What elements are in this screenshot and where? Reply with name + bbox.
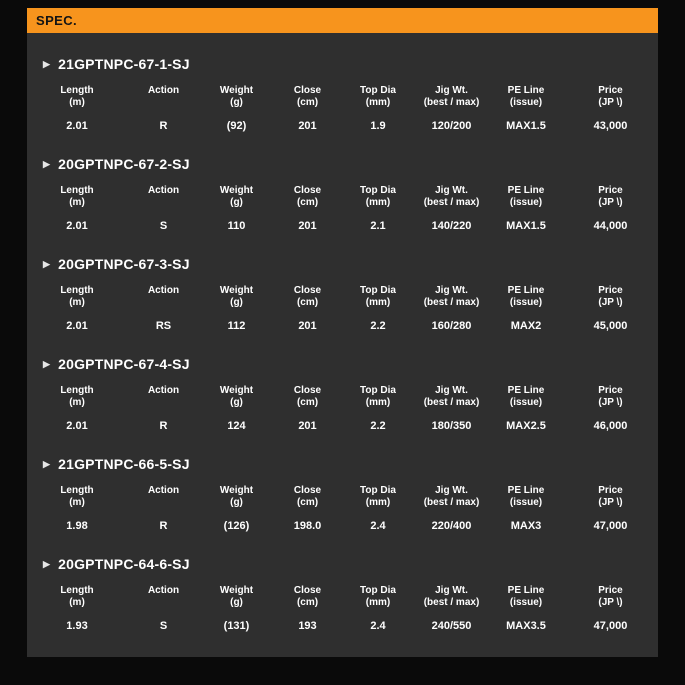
- spec-value: 220/400: [431, 520, 472, 532]
- triangle-right-icon: ▶: [43, 58, 51, 69]
- column-header-line1: Action: [147, 185, 180, 196]
- column-header: [273, 285, 342, 309]
- spec-value: 46,000: [593, 420, 628, 432]
- triangle-right-icon: ▶: [43, 558, 51, 569]
- column-header-line2: (best / max): [423, 297, 480, 308]
- column-header-line1: Jig Wt.: [435, 385, 468, 396]
- spec-value: (92): [226, 120, 247, 132]
- column-header-line2: (cm): [296, 297, 319, 308]
- spec-value: (131): [223, 620, 250, 632]
- column-header-line2: (JP \): [598, 497, 623, 508]
- column-header: [27, 185, 127, 209]
- column-header-line1: PE Line: [507, 285, 545, 296]
- column-header-line2: (JP \): [598, 97, 623, 108]
- spec-value-row: [27, 320, 658, 332]
- column-header-line2: (JP \): [598, 197, 623, 208]
- column-header-line1: PE Line: [507, 185, 545, 196]
- column-header: [563, 285, 658, 309]
- column-header-line2: (mm): [365, 497, 391, 508]
- column-header-line1: Action: [147, 485, 180, 496]
- column-header: [273, 585, 342, 609]
- column-header-line1: Weight: [219, 585, 254, 596]
- column-header-row: [27, 285, 658, 309]
- spec-value: 45,000: [593, 320, 628, 332]
- column-header-row: [27, 485, 658, 509]
- column-header-line2: (best / max): [423, 497, 480, 508]
- column-header: [414, 85, 489, 109]
- spec-value: MAX1.5: [506, 220, 546, 232]
- spec-value-row: [27, 120, 658, 132]
- column-header-line2: (issue): [509, 197, 543, 208]
- column-header-line1: Top Dia: [360, 285, 396, 296]
- column-header-line1: Length: [60, 285, 94, 296]
- column-header-line1: Price: [598, 485, 623, 496]
- column-header-line2: (mm): [365, 197, 391, 208]
- column-header-line1: Weight: [219, 485, 254, 496]
- column-header: [489, 185, 563, 209]
- spec-panel: [27, 33, 658, 657]
- column-header-line2: (cm): [296, 597, 319, 608]
- column-header: [273, 85, 342, 109]
- model-name: 20GPTNPC-67-4-SJ: [58, 356, 190, 372]
- column-header-line1: Length: [60, 385, 94, 396]
- column-header: [27, 285, 127, 309]
- column-header-line1: Length: [60, 85, 94, 96]
- column-header: [489, 585, 563, 609]
- spec-value: 47,000: [593, 620, 628, 632]
- column-header: [563, 185, 658, 209]
- spec-value: 1.98: [66, 520, 88, 532]
- column-header: [489, 385, 563, 409]
- column-header: [273, 385, 342, 409]
- spec-value: 2.1: [370, 220, 386, 232]
- column-header-line1: Price: [598, 285, 623, 296]
- column-header: [200, 85, 273, 109]
- spec-section: [27, 243, 658, 343]
- column-header: [27, 485, 127, 509]
- column-header-line2: (g): [230, 497, 243, 508]
- column-header: [563, 485, 658, 509]
- spec-value: 201: [298, 120, 317, 132]
- column-header-line1: PE Line: [507, 485, 545, 496]
- spec-value: 2.2: [370, 320, 386, 332]
- column-header-line2: (cm): [296, 197, 319, 208]
- spec-value: 124: [227, 420, 246, 432]
- column-header: [414, 385, 489, 409]
- spec-value: 110: [227, 220, 246, 232]
- triangle-right-icon: ▶: [43, 358, 51, 369]
- spec-value: 43,000: [593, 120, 628, 132]
- column-header-line2: (g): [230, 397, 243, 408]
- spec-value: 44,000: [593, 220, 628, 232]
- column-header-line2: (m): [69, 197, 85, 208]
- spec-header-bar: [27, 8, 658, 33]
- spec-value: 2.4: [370, 620, 386, 632]
- column-header-line2: (g): [230, 197, 243, 208]
- spec-section: [27, 443, 658, 543]
- column-header: [414, 485, 489, 509]
- column-header-line2: (issue): [509, 597, 543, 608]
- model-name: 21GPTNPC-66-5-SJ: [58, 456, 190, 472]
- spec-value: RS: [155, 320, 172, 332]
- spec-value: 140/220: [431, 220, 472, 232]
- spec-value: 47,000: [593, 520, 628, 532]
- column-header-line1: Close: [293, 585, 322, 596]
- spec-value: 2.01: [66, 220, 88, 232]
- column-header-line1: PE Line: [507, 85, 545, 96]
- column-header-line2: (mm): [365, 397, 391, 408]
- column-header: [127, 585, 200, 609]
- spec-value: R: [159, 420, 168, 432]
- column-header-line2: (g): [230, 297, 243, 308]
- model-title-row: [27, 156, 658, 172]
- column-header: [563, 85, 658, 109]
- spec-value-row: [27, 420, 658, 432]
- spec-value: 2.01: [66, 420, 88, 432]
- column-header-line2: (issue): [509, 397, 543, 408]
- spec-section: [27, 43, 658, 143]
- column-header-line2: (cm): [296, 97, 319, 108]
- column-header-line1: Close: [293, 85, 322, 96]
- column-header-line2: (m): [69, 297, 85, 308]
- column-header: [342, 285, 414, 309]
- model-name: 20GPTNPC-64-6-SJ: [58, 556, 190, 572]
- column-header-line2: (g): [230, 597, 243, 608]
- spec-value: MAX3: [510, 520, 542, 532]
- spec-section: [27, 143, 658, 243]
- spec-value: 240/550: [431, 620, 472, 632]
- spec-value: 2.4: [370, 520, 386, 532]
- column-header-line2: (JP \): [598, 397, 623, 408]
- spec-section: [27, 543, 658, 643]
- spec-value: MAX3.5: [506, 620, 546, 632]
- column-header: [127, 185, 200, 209]
- spec-value: MAX1.5: [506, 120, 546, 132]
- model-title-row: [27, 356, 658, 372]
- column-header-line1: Action: [147, 385, 180, 396]
- column-header-line2: (g): [230, 97, 243, 108]
- column-header: [200, 385, 273, 409]
- column-header-line1: Close: [293, 485, 322, 496]
- column-header-line2: (issue): [509, 297, 543, 308]
- column-header-line1: Top Dia: [360, 85, 396, 96]
- spec-value: R: [159, 520, 168, 532]
- triangle-right-icon: ▶: [43, 458, 51, 469]
- spec-module: [27, 8, 658, 657]
- column-header-line2: (JP \): [598, 597, 623, 608]
- spec-value: (126): [223, 520, 250, 532]
- column-header-line1: Close: [293, 185, 322, 196]
- column-header: [414, 185, 489, 209]
- column-header-line1: Length: [60, 585, 94, 596]
- spec-value: S: [159, 220, 168, 232]
- spec-value: 201: [298, 320, 317, 332]
- model-title-row: [27, 456, 658, 472]
- column-header: [127, 385, 200, 409]
- spec-value-row: [27, 520, 658, 532]
- spec-value: 1.93: [66, 620, 88, 632]
- spec-value-row: [27, 220, 658, 232]
- model-name: 20GPTNPC-67-3-SJ: [58, 256, 190, 272]
- column-header-line1: Price: [598, 85, 623, 96]
- column-header-line1: Close: [293, 385, 322, 396]
- column-header-line1: Weight: [219, 285, 254, 296]
- column-header: [342, 385, 414, 409]
- column-header-line1: Top Dia: [360, 185, 396, 196]
- column-header-line1: Length: [60, 485, 94, 496]
- column-header: [273, 485, 342, 509]
- column-header-line2: (best / max): [423, 597, 480, 608]
- spec-value: 120/200: [431, 120, 472, 132]
- spec-value: MAX2.5: [506, 420, 546, 432]
- column-header: [489, 485, 563, 509]
- spec-value: 2.01: [66, 120, 88, 132]
- column-header: [127, 285, 200, 309]
- column-header-line1: Top Dia: [360, 485, 396, 496]
- spec-value: 112: [227, 320, 246, 332]
- column-header-line1: Price: [598, 385, 623, 396]
- column-header-line2: (issue): [509, 97, 543, 108]
- spec-value: S: [159, 620, 168, 632]
- spec-value: 180/350: [431, 420, 472, 432]
- column-header-row: [27, 385, 658, 409]
- column-header: [200, 185, 273, 209]
- column-header: [127, 85, 200, 109]
- spec-value-row: [27, 620, 658, 632]
- column-header-line1: Jig Wt.: [435, 585, 468, 596]
- column-header-line2: (mm): [365, 297, 391, 308]
- column-header-line1: Jig Wt.: [435, 85, 468, 96]
- column-header: [127, 485, 200, 509]
- column-header: [273, 185, 342, 209]
- column-header-line1: Weight: [219, 185, 254, 196]
- model-name: 20GPTNPC-67-2-SJ: [58, 156, 190, 172]
- spec-title: SPEC.: [36, 13, 78, 28]
- spec-section: [27, 343, 658, 443]
- spec-value: 201: [298, 220, 317, 232]
- column-header: [27, 585, 127, 609]
- model-title-row: [27, 256, 658, 272]
- column-header: [414, 585, 489, 609]
- column-header-line1: Top Dia: [360, 585, 396, 596]
- spec-value: R: [159, 120, 168, 132]
- column-header-line2: (mm): [365, 597, 391, 608]
- column-header-line1: Weight: [219, 85, 254, 96]
- column-header-line1: Action: [147, 85, 180, 96]
- model-title-row: [27, 556, 658, 572]
- column-header-line1: Weight: [219, 385, 254, 396]
- column-header-line2: (issue): [509, 497, 543, 508]
- spec-value: 193: [298, 620, 317, 632]
- model-name: 21GPTNPC-67-1-SJ: [58, 56, 190, 72]
- column-header-row: [27, 85, 658, 109]
- column-header-line1: Action: [147, 585, 180, 596]
- spec-value: 198.0: [293, 520, 322, 532]
- column-header-line2: (cm): [296, 497, 319, 508]
- column-header-line1: PE Line: [507, 385, 545, 396]
- spec-value: 160/280: [431, 320, 472, 332]
- column-header-line2: (m): [69, 497, 85, 508]
- column-header-line2: (cm): [296, 397, 319, 408]
- model-title-row: [27, 56, 658, 72]
- column-header-line2: (m): [69, 397, 85, 408]
- column-header: [414, 285, 489, 309]
- column-header-line1: Action: [147, 285, 180, 296]
- column-header: [27, 85, 127, 109]
- column-header-line1: PE Line: [507, 585, 545, 596]
- spec-value: 201: [298, 420, 317, 432]
- column-header-line1: Jig Wt.: [435, 485, 468, 496]
- column-header-line2: (m): [69, 597, 85, 608]
- spec-value: MAX2: [510, 320, 542, 332]
- column-header: [489, 285, 563, 309]
- column-header-line1: Length: [60, 185, 94, 196]
- column-header-line1: Jig Wt.: [435, 285, 468, 296]
- column-header: [342, 485, 414, 509]
- column-header: [342, 85, 414, 109]
- spec-value: 2.01: [66, 320, 88, 332]
- column-header: [342, 585, 414, 609]
- column-header: [563, 585, 658, 609]
- column-header: [489, 85, 563, 109]
- column-header-line1: Price: [598, 585, 623, 596]
- spec-value: 1.9: [370, 120, 386, 132]
- column-header: [200, 485, 273, 509]
- column-header-line2: (best / max): [423, 197, 480, 208]
- column-header-line2: (mm): [365, 97, 391, 108]
- column-header-line2: (best / max): [423, 97, 480, 108]
- column-header: [342, 185, 414, 209]
- triangle-right-icon: ▶: [43, 258, 51, 269]
- column-header: [27, 385, 127, 409]
- column-header: [563, 385, 658, 409]
- column-header-line1: Close: [293, 285, 322, 296]
- column-header-row: [27, 585, 658, 609]
- spec-value: 2.2: [370, 420, 386, 432]
- column-header-line2: (JP \): [598, 297, 623, 308]
- column-header-line1: Jig Wt.: [435, 185, 468, 196]
- spec-sections: [27, 43, 658, 643]
- column-header-line1: Top Dia: [360, 385, 396, 396]
- column-header: [200, 585, 273, 609]
- column-header-line1: Price: [598, 185, 623, 196]
- triangle-right-icon: ▶: [43, 158, 51, 169]
- column-header-row: [27, 185, 658, 209]
- column-header-line2: (m): [69, 97, 85, 108]
- column-header-line2: (best / max): [423, 397, 480, 408]
- column-header: [200, 285, 273, 309]
